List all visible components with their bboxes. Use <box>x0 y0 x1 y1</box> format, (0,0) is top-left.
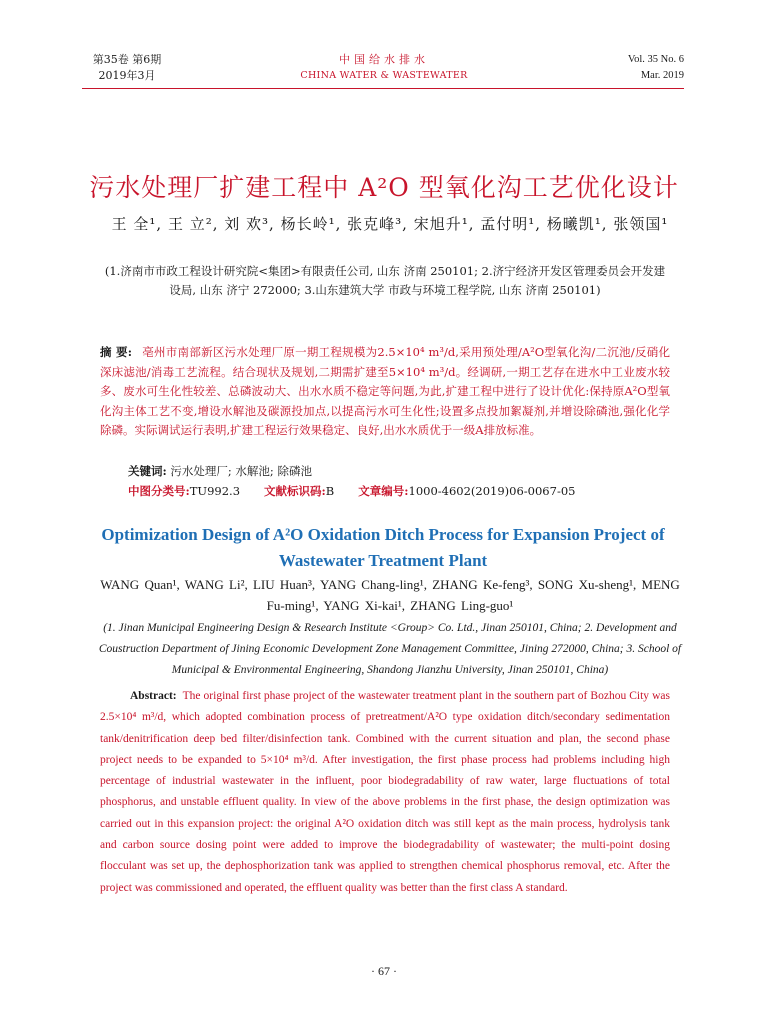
affiliations-cn: (1.济南市市政工程设计研究院<集团>有限责任公司, 山东 济南 250101; 2.济宁经济开发区管理委员会开发建设局, 山东 济宁 272000; 3.山东建筑大学 市政与环境工程学院, 山东 济南 250101) <box>104 264 666 297</box>
document-code: 文献标识码:B <box>264 484 335 498</box>
journal-name-cn: 中国给水排水 <box>339 53 429 66</box>
paper-title-cn: 污水处理厂扩建工程中 A²O 型氧化沟工艺优化设计 <box>89 173 679 202</box>
abstract-cn-label: 摘 要: <box>100 345 133 359</box>
date-en: Mar. 2019 <box>640 70 684 81</box>
affiliations-en: (1. Jinan Municipal Engineering Design & Research Institute <Group> Co. Ltd., Jinan 250101, China; 2. Development and Coustruction Department of Jining Economic Development Zone Management Committee, Jining 272000, China; 3. School of Municipal & Environmental Engineering, Shandong Jianzhu University, Jinan 250101, China) <box>98 622 682 676</box>
author-list-en: WANG Quan¹, WANG Li², LIU Huan³, YANG Chang-ling¹, ZHANG Ke-feng³, SONG Xu-sheng¹, MENG Fu-ming¹, YANG Xi-kai¹, ZHANG Ling-guo¹ <box>100 577 680 613</box>
volume-issue-en: Vol. 35 No. 6 <box>627 54 684 65</box>
abstract-en <box>100 686 670 899</box>
header-right <box>628 52 684 84</box>
keywords-cn-label: 关键词: <box>128 464 167 478</box>
keywords-cn-text: 污水处理厂; 水解池; 除磷池 <box>170 464 312 478</box>
header-divider <box>82 88 684 89</box>
clc-number: 中图分类号:TU992.3 <box>128 484 241 498</box>
article-number: 文章编号:1000-4602(2019)06-0067-05 <box>358 484 576 498</box>
date-cn: 2019年3月 <box>98 69 156 82</box>
author-list-cn: 王 全¹, 王 立², 刘 欢³, 杨长岭¹, 张克峰³, 宋旭升¹, 孟付明¹, 杨曦凯¹, 张领国¹ <box>111 215 669 233</box>
volume-issue-cn: 第35卷 第6期 <box>92 53 162 66</box>
abstract-en-text: The original first phase project of the wastewater treatment plant in the southern part of Bozhou City was 2.5×10⁴ m³/d, which adopted combination process of pretreatment/A²O type oxidation ditch/secondary sedimentation tank/denitrification deep bed filter/disinfection tank. Combined with the current situation and plan, the second phase project needs to be expanded to 5×10⁴ m³/d. After investigation, the first phase process had problems including high percentage of industrial wastewater in the influent, poor biodegradability of raw water, large fluctuations of total phosphorus, and unstable effluent quality. In view of the above problems in the first phase, the design optimization was carried out in this expansion project: the original A²O oxidation ditch was still kept as the main process, hydrolysis tank and carbon source dosing point were added to improve the biodegradability of wastewater; the multi-point dosing flocculant was set up, the dephosphorization tank was applied to strengthen chemical phosphorus removal, etc. After the project was commissioned and operated, the effluent quality was better than the first class A standard. <box>100 690 670 894</box>
classification-row <box>128 482 575 501</box>
keywords-cn <box>128 462 312 481</box>
abstract-cn-text: 亳州市南部新区污水处理厂原一期工程规模为2.5×10⁴ m³/d,采用预处理/A²O型氧化沟/二沉池/反硝化深床滤池/消毒工艺流程。结合现状及规划,二期需扩建至5×10⁴ m³/d。经调研,一期工艺存在进水中工业废水较多、废水可生化性较差、总磷波动大、出水水质不稳定等问题,为此,扩建工程中进行了设计优化:保持原A²O型氧化沟主体工艺不变,增设水解池及碳源投加点,以提高污水可生化性;设置多点投加絮凝剂,并增设除磷池,强化化学除磷。实际调试运行表明,扩建工程运行效果稳定、良好,出水水质优于一级A排放标准。 <box>100 345 670 437</box>
abstract-cn <box>100 343 670 441</box>
page-number: · 67 · <box>371 964 397 978</box>
journal-name-en: CHINA WATER & WASTEWATER <box>300 70 468 81</box>
abstract-en-label: Abstract: <box>130 690 177 702</box>
paper-title-en: Optimization Design of A²O Oxidation Ditch Process for Expansion Project of Wastewater Treatment Plant <box>101 525 665 570</box>
